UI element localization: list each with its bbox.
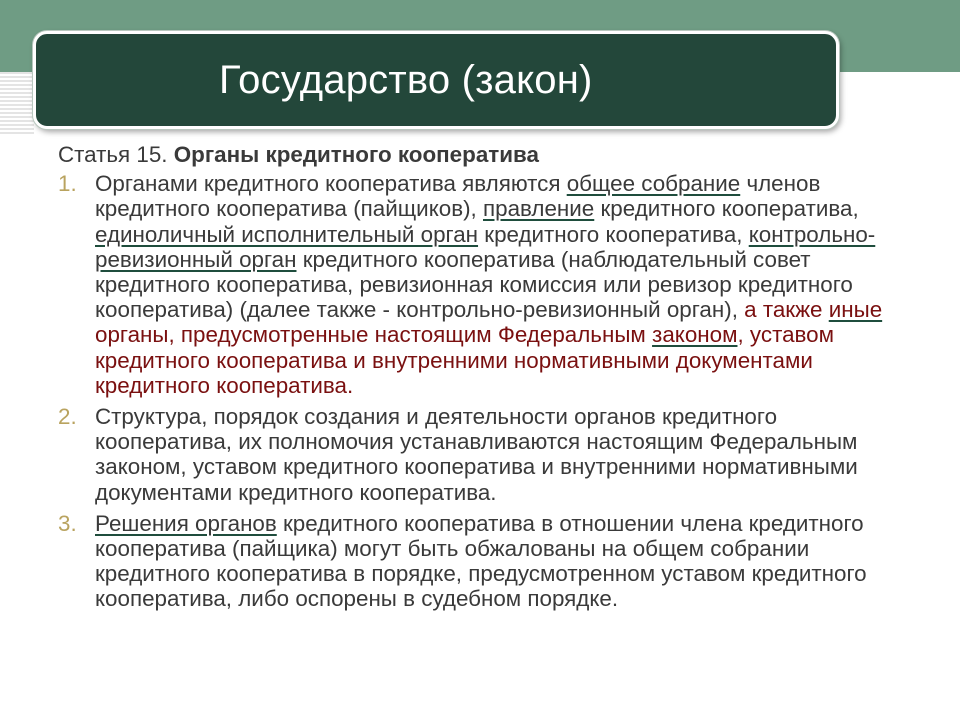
emphasis-segment: а также (744, 297, 829, 323)
list-item-text (95, 171, 882, 398)
list-number: 2. (58, 404, 77, 430)
underlined-term: единоличный исполнительный орган (95, 221, 479, 247)
list-item (58, 511, 903, 612)
list-number: 3. (58, 510, 77, 536)
underlined-term: контрольно-ревизионный орган (95, 221, 876, 272)
text-segment: Органами кредитного кооператива являются (95, 171, 567, 197)
emphasis-underlined-term: законом (652, 322, 738, 348)
text-segment: членов кредитного кооператива (пайщиков), (95, 171, 821, 222)
emphasis-underlined-term: иные (828, 297, 883, 323)
text-segment: кредитного кооператива, (478, 221, 749, 247)
emphasis-segment: органы, предусмотренные настоящим Федеральным (95, 322, 653, 348)
list-item-text (95, 404, 858, 505)
slide-title: Государство (закон) (219, 57, 593, 102)
underlined-term: правление (483, 196, 595, 222)
list-number: 1. (58, 171, 77, 197)
text-segment: кредитного кооператива (наблюдательный совет кредитного кооператива, ревизионная комиссия или ревизор кредитного кооператива) (далее также - контрольно-ревизионный орган), (95, 246, 853, 323)
slide-content (58, 142, 903, 618)
article-heading (58, 142, 903, 167)
underlined-term: Решения органов (95, 510, 277, 536)
list-item-text (95, 511, 867, 612)
article-heading-prefix: Статья 15. (58, 142, 174, 167)
emphasis-segment: , уставом кредитного кооператива и внутренними нормативными документами кредитного кооператива. (95, 322, 835, 398)
decorative-stripes (0, 72, 34, 134)
text-segment: Структура, порядок создания и деятельности органов кредитного кооператива, их полномочия устанавливаются настоящим Федеральным законом, уставом кредитного кооператива и внутренними нормативными документами кредитного кооператива. (95, 404, 858, 505)
text-segment: кредитного кооператива в отношении члена кредитного кооператива (пайщика) могут быть обжалованы на общем собрании кредитного кооператива в порядке, предусмотренном уставом кредитного кооператива, либо оспорены в судебном порядке. (95, 510, 867, 612)
list-item (58, 404, 903, 505)
underlined-term: общее собрание (566, 171, 741, 197)
text-segment: кредитного кооператива, (594, 196, 859, 222)
list-item (58, 171, 903, 398)
article-heading-title: Органы кредитного кооператива (173, 142, 539, 167)
title-box (33, 31, 839, 129)
